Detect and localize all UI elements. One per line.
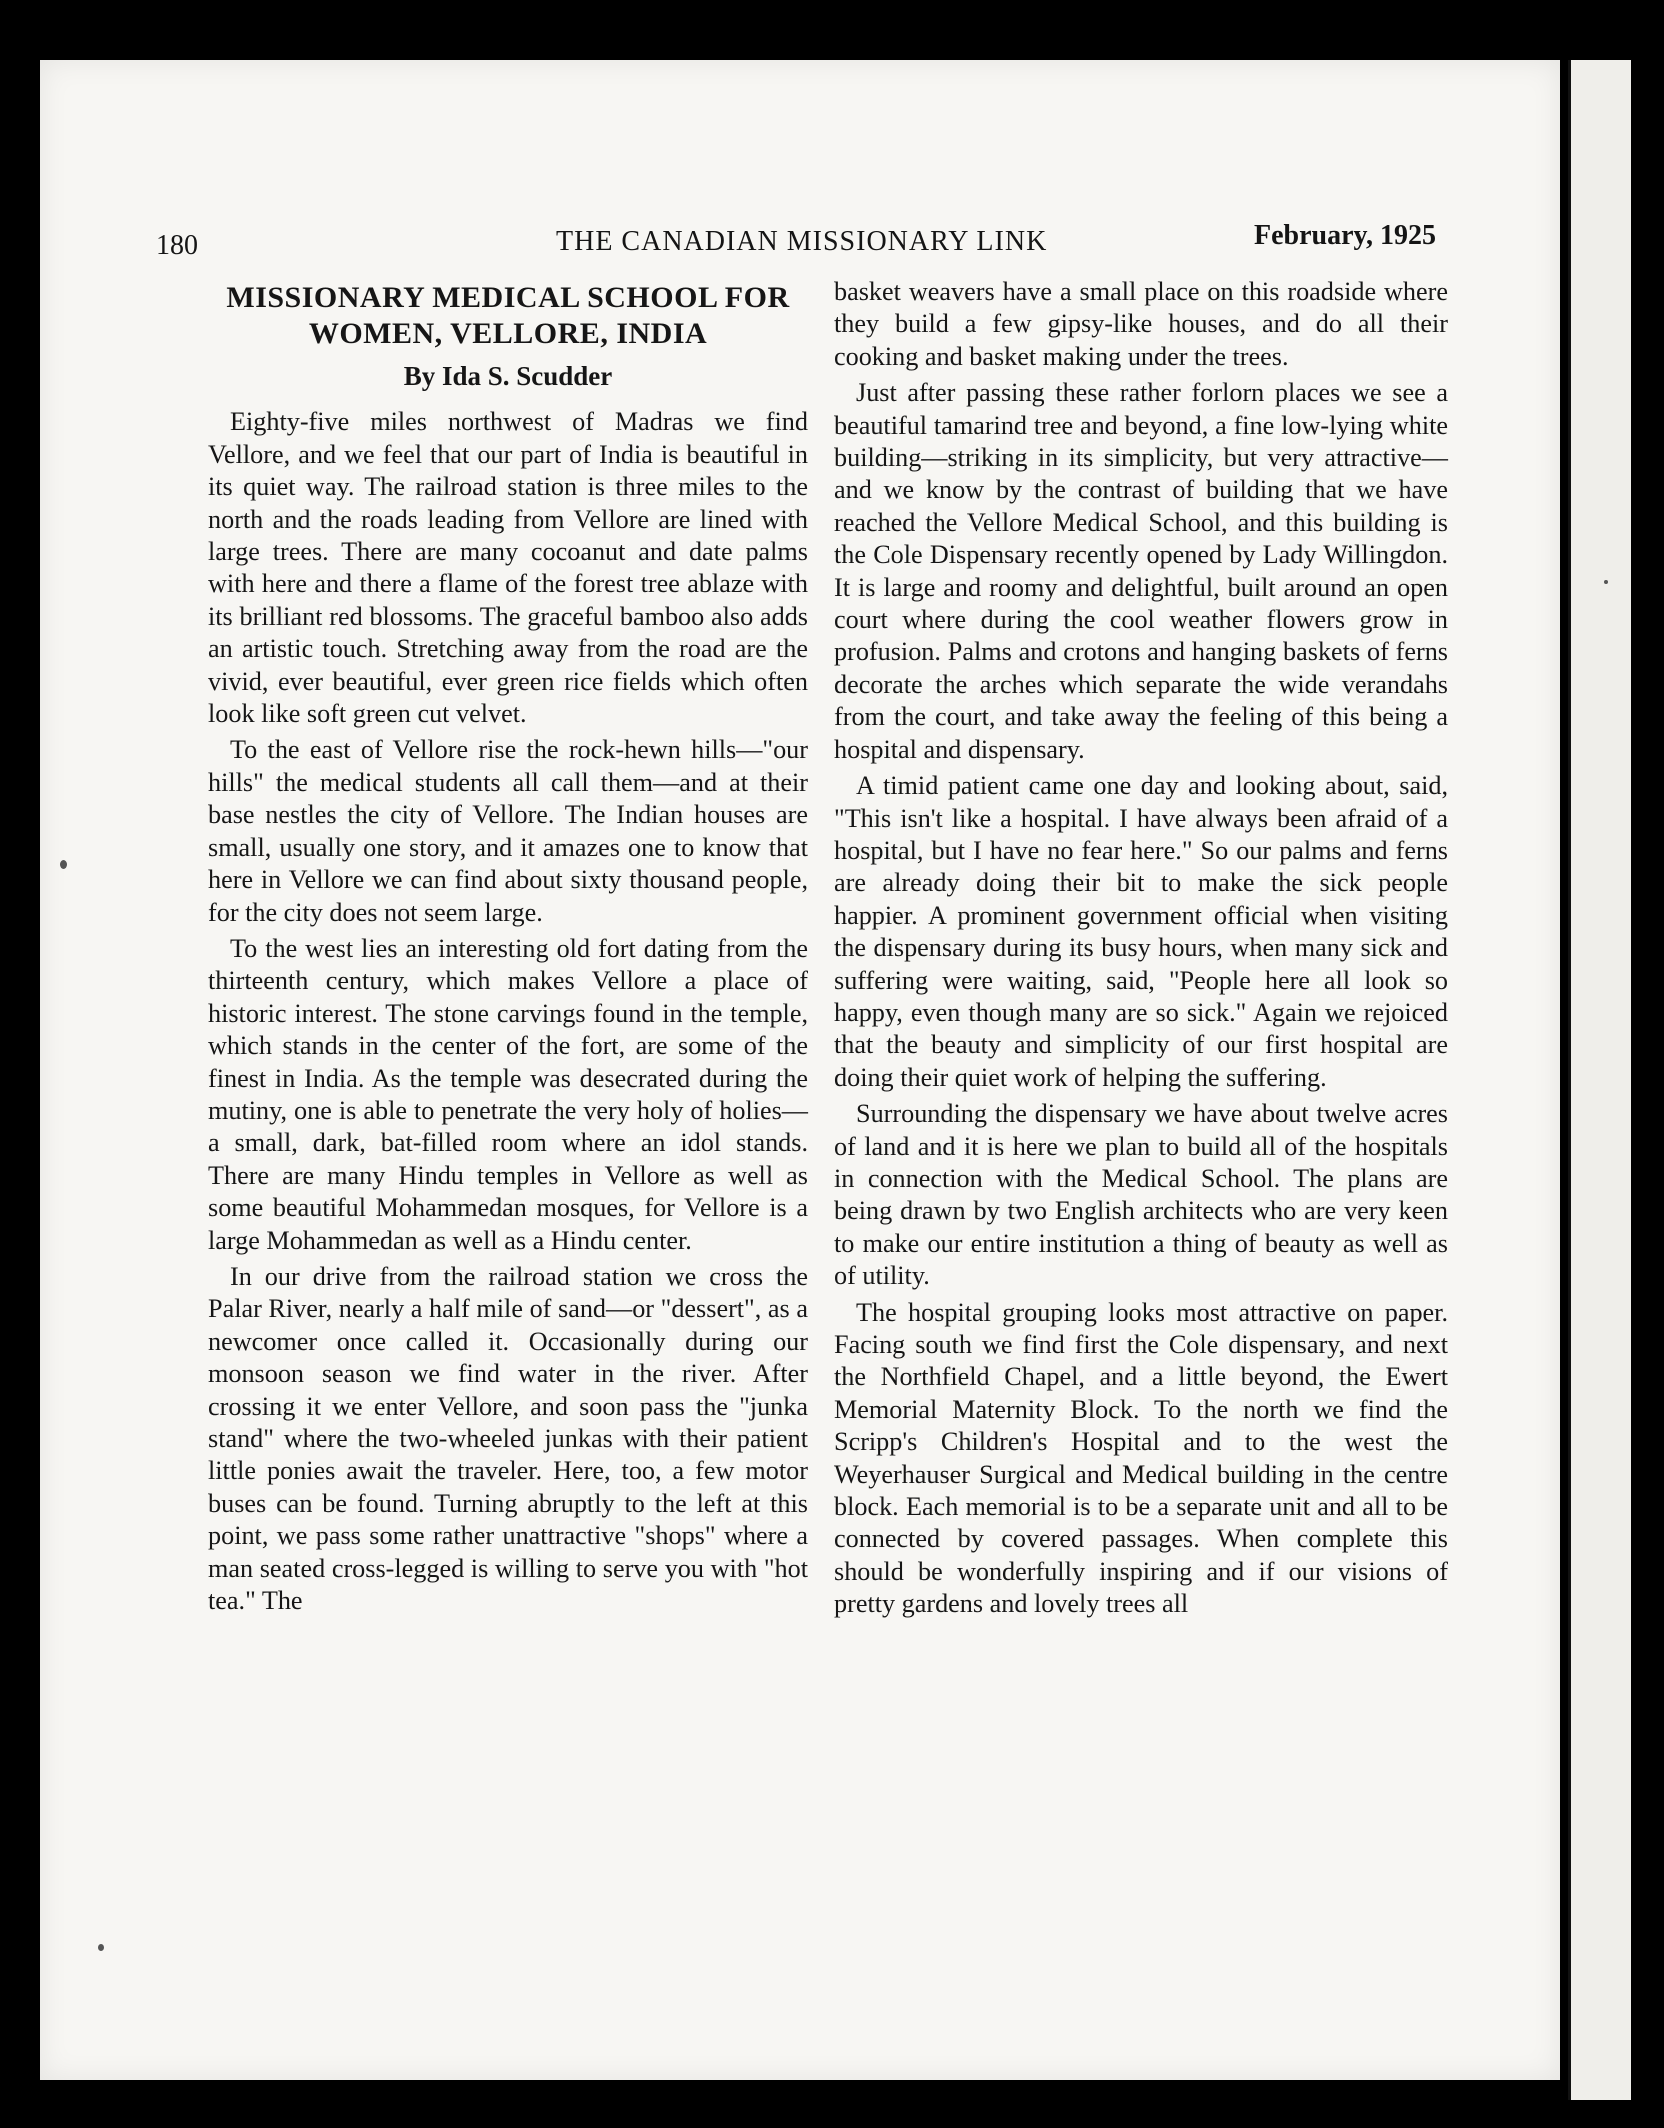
issue-date: February, 1925 [1254, 220, 1436, 251]
paragraph: Just after passing these rather forlorn places we see a beautiful tamarind tree and beyond, a fine low-lying white building—striking in its simplicity, but very attractive—and we know by the contrast of building that we have reached the Vellore Medical School, and this building is the Cole Dispensary recently opened by Lady Willingdon. It is large and roomy and delightful, built around an open court where during the cool weather flowers grow in profusion. Palms and crotons and hanging baskets of ferns decorate the arches which separate the wide verandahs from the court, and take away the feeling of this being a hospital and dispensary. [834, 378, 1448, 764]
paragraph: To the west lies an interesting old fort dating from the thirteenth century, which makes Vellore a place of historic interest. The stone carvings found in the temple, which stands in the center of the fort, are some of the finest in India. As the temple was desecrated during the mutiny, one is able to penetrate the very holy of holies—a small, dark, bat-filled room where an idol stands. There are many Hindu temples in Vellore as well as some beautiful Mohammedan mosques, for Vellore is a large Mohammedan as well as a Hindu center. [208, 933, 808, 1255]
left-column [208, 280, 808, 1621]
paragraph: The hospital grouping looks most attractive on paper. Facing south we find first the Cole dispensary, and next the Northfield Chapel, and a little beyond, the Ewert Memorial Maternity Block. To the north we find the Scripp's Children's Hospital and to the west the Weyerhauser Surgical and Medical building in the centre block. Each memorial is to be a separate unit and all to be connected by covered passages. When complete this should be wonderfully inspiring and if our visions of pretty gardens and lovely trees all [834, 1297, 1448, 1619]
scan-speck [1604, 580, 1608, 584]
paragraph: A timid patient came one day and looking about, said, "This isn't like a hospital. I have always been afraid of a hospital, but I have no fear here." So our palms and ferns are already doing their bit to make the sick people happier. A prominent government official when visiting the dispensary during its busy hours, when many sick and suffering were waiting, said, "People here all look so happy, even though many are so sick." Again we rejoiced that the beauty and simplicity of our first hospital are doing their quiet work of helping the suffering. [834, 771, 1448, 1092]
article-title: MISSIONARY MEDICAL SCHOOL FOR WOMEN, VELLORE, INDIA [226, 281, 790, 350]
paragraph: Eighty-five miles northwest of Madras we find Vellore, and we feel that our part of India is beautiful in its quiet way. The railroad station is three miles to the north and the roads leading from Vellore are lined with large trees. There are many cocoanut and date palms with here and there a flame of the forest tree ablaze with its brilliant red blossoms. The graceful bamboo also adds an artistic touch. Stretching away from the road are the vivid, ever beautiful, ever green rice fields which often look like soft green cut velvet. [208, 407, 808, 729]
paragraph: Surrounding the dispensary we have about twelve acres of land and it is here we plan to build all of the hospitals in connection with the Medical School. The plans are being drawn by two English architects who are very keen to make our entire institution a thing of beauty as well as of utility. [834, 1099, 1448, 1291]
right-column [834, 276, 1448, 1625]
adjacent-page-edge [1568, 60, 1631, 2100]
page-header [156, 220, 1436, 264]
article-byline: By Ida S. Scudder [403, 361, 613, 391]
scan-speck [60, 860, 67, 869]
paragraph: To the east of Vellore rise the rock-hewn hills—"our hills" the medical students all call them—and at their base nestles the city of Vellore. The Indian houses are small, usually one story, and it amazes one to know that here in Vellore we can find about sixty thousand people, for the city does not seem large. [208, 735, 808, 927]
paragraph-continued: basket weavers have a small place on this roadside where they build a few gipsy-like houses, and do all their cooking and basket making under the trees. [834, 277, 1448, 371]
paragraph: In our drive from the railroad station we cross the Palar River, nearly a half mile of sand—or "dessert", as a newcomer once called it. Occasionally during our monsoon season we find water in the river. After crossing it we enter Vellore, and soon pass the "junka stand" where the two-wheeled junkas with their patient little ponies await the traveler. Here, too, a few motor buses can be found. Turning abruptly to the left at this point, we pass some rather unattractive "shops" where a man seated cross-legged is willing to serve you with "hot tea." The [208, 1261, 808, 1616]
page-number: 180 [156, 230, 198, 261]
scan-speck [98, 1944, 104, 1951]
publication-title: THE CANADIAN MISSIONARY LINK [556, 226, 1048, 257]
